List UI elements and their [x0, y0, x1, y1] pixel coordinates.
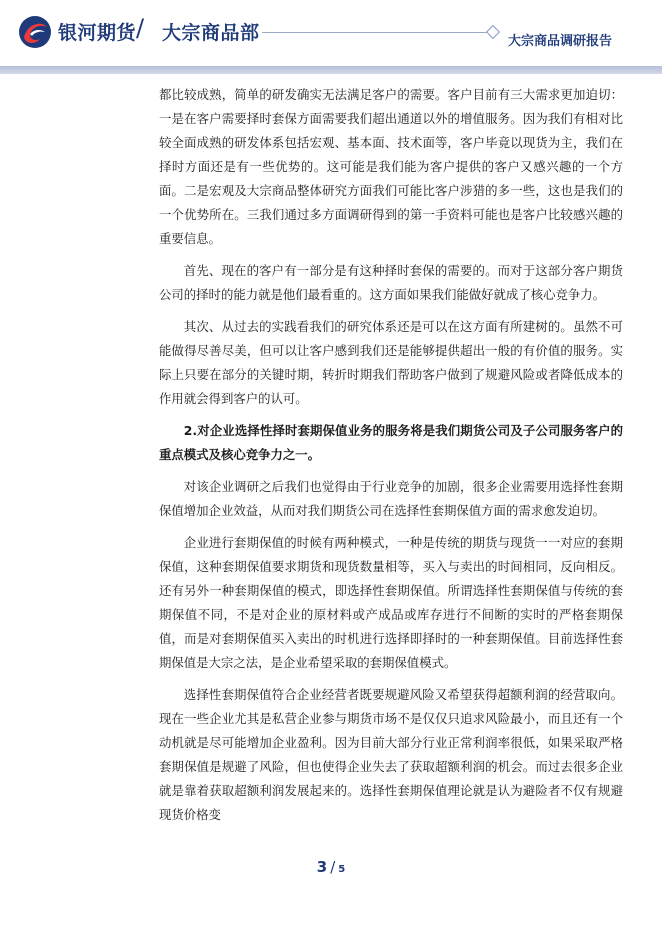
paragraph: 对该企业调研之后我们也觉得由于行业竞争的加剧，很多企业需要用选择性套期保值增加企业效益，从而对我们期货公司在选择性套期保值方面的需求愈发迫切。: [159, 479, 623, 518]
paragraph: 选择性套期保值符合企业经营者既要规避风险又希望获得超额利润的经营取向。现在一些企业尤其是私营企业参与期货市场不是仅仅只追求风险最小，而且还有一个动机就是尽可能增加企业盈利。因为目前大部分行业正常利润率很低，如果采取严格套期保值是规避了风险，但也使得企业失去了获取超额利润的机会。而过去很多企业就是靠着获取超额利润发展起来的。选择性套期保值理论就是认为避险者不仅有规避现货价格变: [159, 687, 623, 822]
paragraph: 企业进行套期保值的时候有两种模式，一种是传统的期货与现货一一对应的套期保值，这种套期保值要求期货和现货数量相等，买入与卖出的时间相同，反向相反。还有另外一种套期保值的模式，即选择性套期保值。所谓选择性套期保值与传统的套期保值不同，不是对企业的原材料或产成品或库存进行不间断的实时的严格套期保值，而是对套期保值买入卖出的时机进行选择即择时的一种套期保值。目前选择性套期保值是大宗之法，是企业希望采取的套期保值模式。: [159, 535, 623, 670]
page-header: [0, 0, 662, 66]
diamond-icon: [486, 25, 500, 39]
paragraph: 其次、从过去的实践看我们的研究体系还是可以在这方面有所建树的。虽然不可能做得尽善尽美，但可以让客户感到我们还是能够提供超出一般的有价值的服务。实际上只要在部分的关键时期，转折时期我们帮助客户做到了规避风险或者降低成本的作用就会得到客户的认可。: [159, 319, 623, 406]
page-footer: [0, 857, 662, 876]
paragraph: 首先、现在的客户有一部分是有这种择时套保的需要的。而对于这部分客户期货公司的择时的能力就是他们最看重的。这方面如果我们能做好就成了核心竞争力。: [159, 263, 623, 302]
department-name: 大宗商品部: [162, 22, 260, 44]
header-separator: /: [136, 14, 145, 42]
galaxy-futures-logo-icon: [18, 15, 52, 49]
section-heading: 2.对企业选择性择时套期保值业务的服务将是我们期货公司及子公司服务客户的重点模式及核心竞争力之一。: [159, 423, 623, 462]
report-type-label: 大宗商品调研报告: [508, 34, 613, 49]
header-rule: [262, 32, 488, 33]
brand-name: 银河期货: [58, 22, 137, 44]
paragraph-continued: 都比较成熟，简单的研发确实无法满足客户的需要。客户目前有三大需求更加迫切：一是在客户需要择时套保方面需要我们超出通道以外的增值服务。因为我们有相对比较全面成熟的研发体系包括宏观、基本面、技术面等，客户毕竟以现货为主，我们在择时方面还是有一些优势的。这可能是我们能为客户提供的客户又感兴趣的一个方面。二是宏观及大宗商品整体研究方面我们可能比客户涉猎的多一些，这也是我们的一个优势所在。三我们通过多方面调研得到的第一手资料可能也是客户比较感兴趣的重要信息。: [159, 87, 623, 246]
page-number-current: 3: [316, 858, 328, 876]
page-number-total: 5: [338, 864, 346, 875]
document-body: [159, 83, 623, 835]
page-number-separator: /: [330, 858, 336, 876]
header-band: [0, 66, 662, 74]
